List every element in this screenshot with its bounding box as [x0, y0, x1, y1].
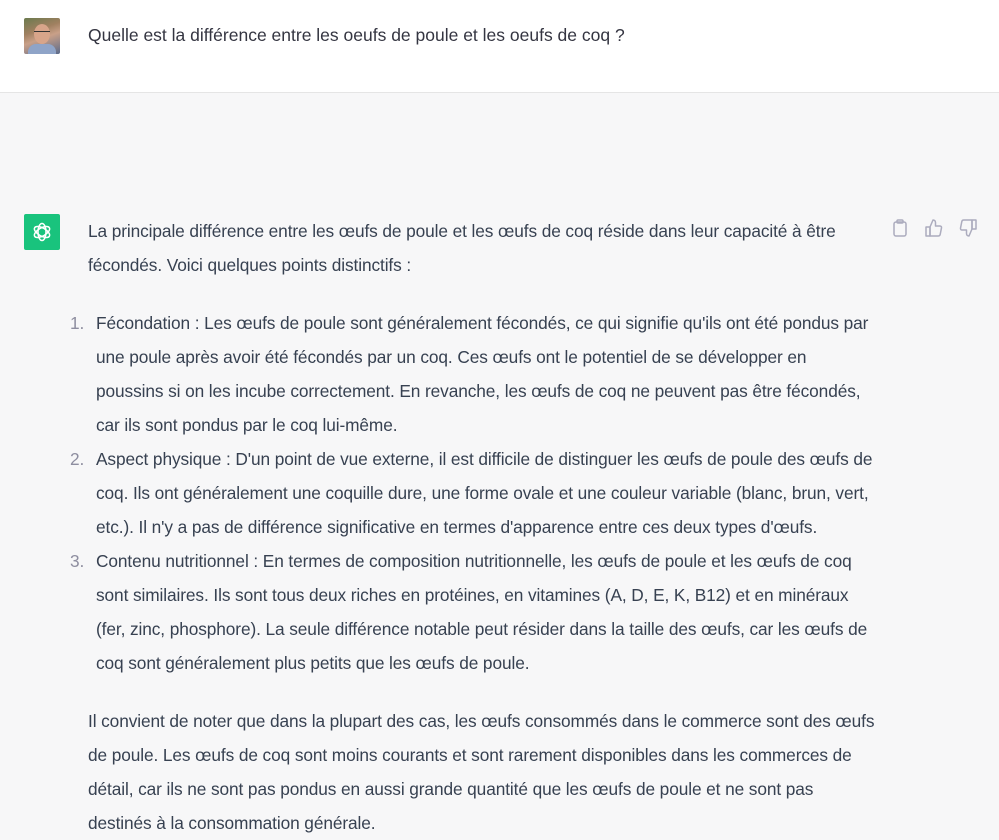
list-item-text: Contenu nutritionnel : En termes de composition nutritionnelle, les œufs de poule et les œufs de coq sont similaires. Ils sont tous deux riches en protéines, en vitamines (A, D, E, K, B12) et en minéraux (fer, zinc, phosphore). La seule différence notable peut résider dans la taille des œufs, car les œufs de coq sont généralement plus petits que les œufs de poule. — [96, 551, 868, 673]
list-item-text: Aspect physique : D'un point de vue externe, il est difficile de distinguer les œufs de poule des œufs de coq. Ils ont généralement une coquille dure, une forme ovale et une couleur variable (blanc, brun, vert, etc.). Il n'y a pas de différence significative en termes d'apparence entre ces deux types d'œufs. — [96, 449, 873, 537]
list-item — [70, 442, 878, 544]
chatgpt-logo-icon — [24, 214, 60, 250]
intro-paragraph: La principale différence entre les œufs de poule et les œufs de coq réside dans leur capacité à être fécondés. Voici quelques points distinctifs : — [88, 221, 836, 275]
message-actions — [890, 218, 978, 238]
thumbs-down-icon[interactable] — [958, 218, 978, 238]
list-item — [70, 544, 878, 680]
user-message-text: Quelle est la différence entre les oeufs de poule et les oeufs de coq ? — [88, 25, 625, 45]
list-item — [70, 306, 878, 442]
assistant-message-row — [0, 93, 999, 840]
conclusion-paragraph: Il convient de noter que dans la plupart des cas, les œufs consommés dans le commerce sont des œufs de poule. Les œufs de coq sont moins courants et sont rarement disponibles dans les commerces de détail, car ils ne sont pas pondus en aussi grande quantité que les œufs de poule et ne sont pas destinés à la consommation générale. — [88, 711, 875, 833]
user-avatar — [24, 18, 60, 54]
list-number: 1. — [70, 313, 85, 333]
assistant-message-content — [70, 214, 878, 840]
user-message-row — [0, 0, 999, 93]
list-item-text: Fécondation : Les œufs de poule sont généralement fécondés, ce qui signifie qu'ils ont été pondus par une poule après avoir été fécondés par un coq. Ces œufs ont le potentiel de se développer en poussins si on les incube correctement. En revanche, les œufs de coq ne peuvent pas être fécondés, car ils sont pondus par le coq lui-même. — [96, 313, 869, 435]
points-list — [70, 306, 878, 680]
copy-icon[interactable] — [890, 218, 910, 238]
thumbs-up-icon[interactable] — [924, 218, 944, 238]
list-number: 3. — [70, 551, 85, 571]
list-number: 2. — [70, 449, 85, 469]
